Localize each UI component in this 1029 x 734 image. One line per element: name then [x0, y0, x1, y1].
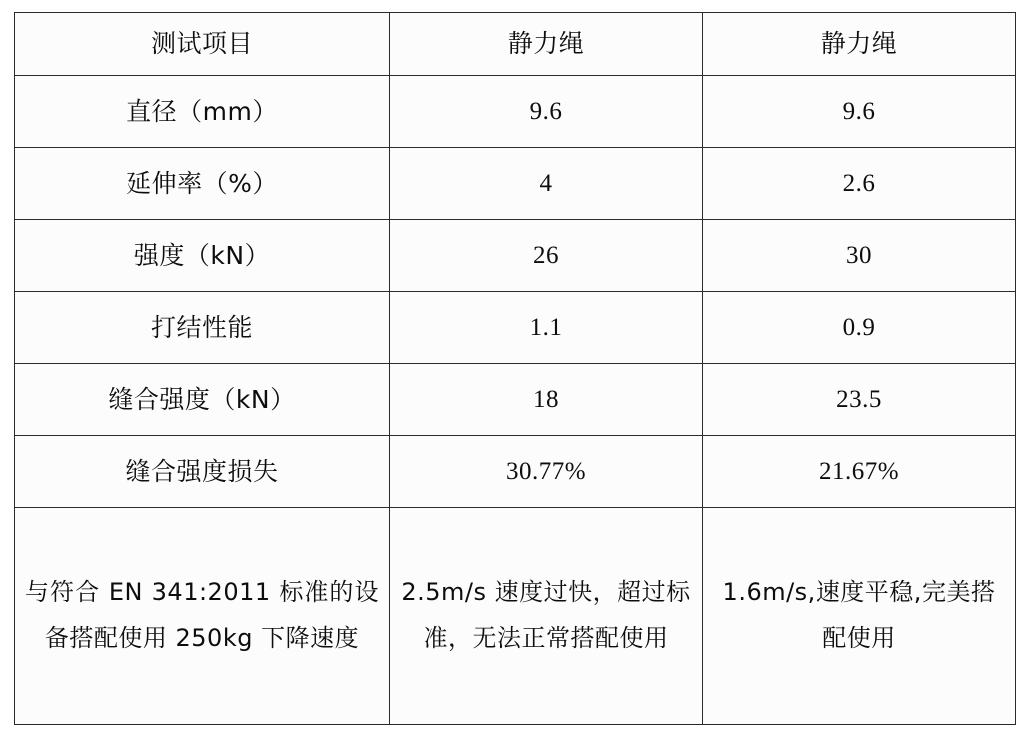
row-label: 与符合 EN 341:2011 标准的设备搭配使用 250kg 下降速度 — [15, 508, 390, 725]
row-value-rope-2: 1.6m/s,速度平稳,完美搭配使用 — [703, 508, 1016, 725]
column-header-test-item: 测试项目 — [15, 13, 390, 76]
table-row — [15, 508, 1016, 725]
row-value-rope-2: 0.9 — [703, 292, 1016, 364]
column-header-rope-1: 静力绳 — [390, 13, 703, 76]
row-value-rope-1: 4 — [390, 148, 703, 220]
row-label: 直径（mm） — [15, 76, 390, 148]
row-value-rope-1: 30.77% — [390, 436, 703, 508]
table-row — [15, 364, 1016, 436]
row-value-rope-1: 2.5m/s 速度过快，超过标准，无法正常搭配使用 — [390, 508, 703, 725]
row-label: 延伸率（%） — [15, 148, 390, 220]
table-header-row — [15, 13, 1016, 76]
row-label: 打结性能 — [15, 292, 390, 364]
table-row — [15, 148, 1016, 220]
table-row — [15, 220, 1016, 292]
column-header-rope-2: 静力绳 — [703, 13, 1016, 76]
specification-table — [14, 12, 1016, 725]
row-value-rope-1: 18 — [390, 364, 703, 436]
row-value-rope-1: 1.1 — [390, 292, 703, 364]
row-label: 缝合强度（kN） — [15, 364, 390, 436]
row-value-rope-1: 26 — [390, 220, 703, 292]
table-row — [15, 436, 1016, 508]
row-label: 缝合强度损失 — [15, 436, 390, 508]
table-row — [15, 292, 1016, 364]
row-value-rope-2: 21.67% — [703, 436, 1016, 508]
row-value-rope-2: 23.5 — [703, 364, 1016, 436]
row-value-rope-2: 9.6 — [703, 76, 1016, 148]
row-value-rope-2: 30 — [703, 220, 1016, 292]
row-label: 强度（kN） — [15, 220, 390, 292]
row-value-rope-2: 2.6 — [703, 148, 1016, 220]
row-value-rope-1: 9.6 — [390, 76, 703, 148]
table-row — [15, 76, 1016, 148]
